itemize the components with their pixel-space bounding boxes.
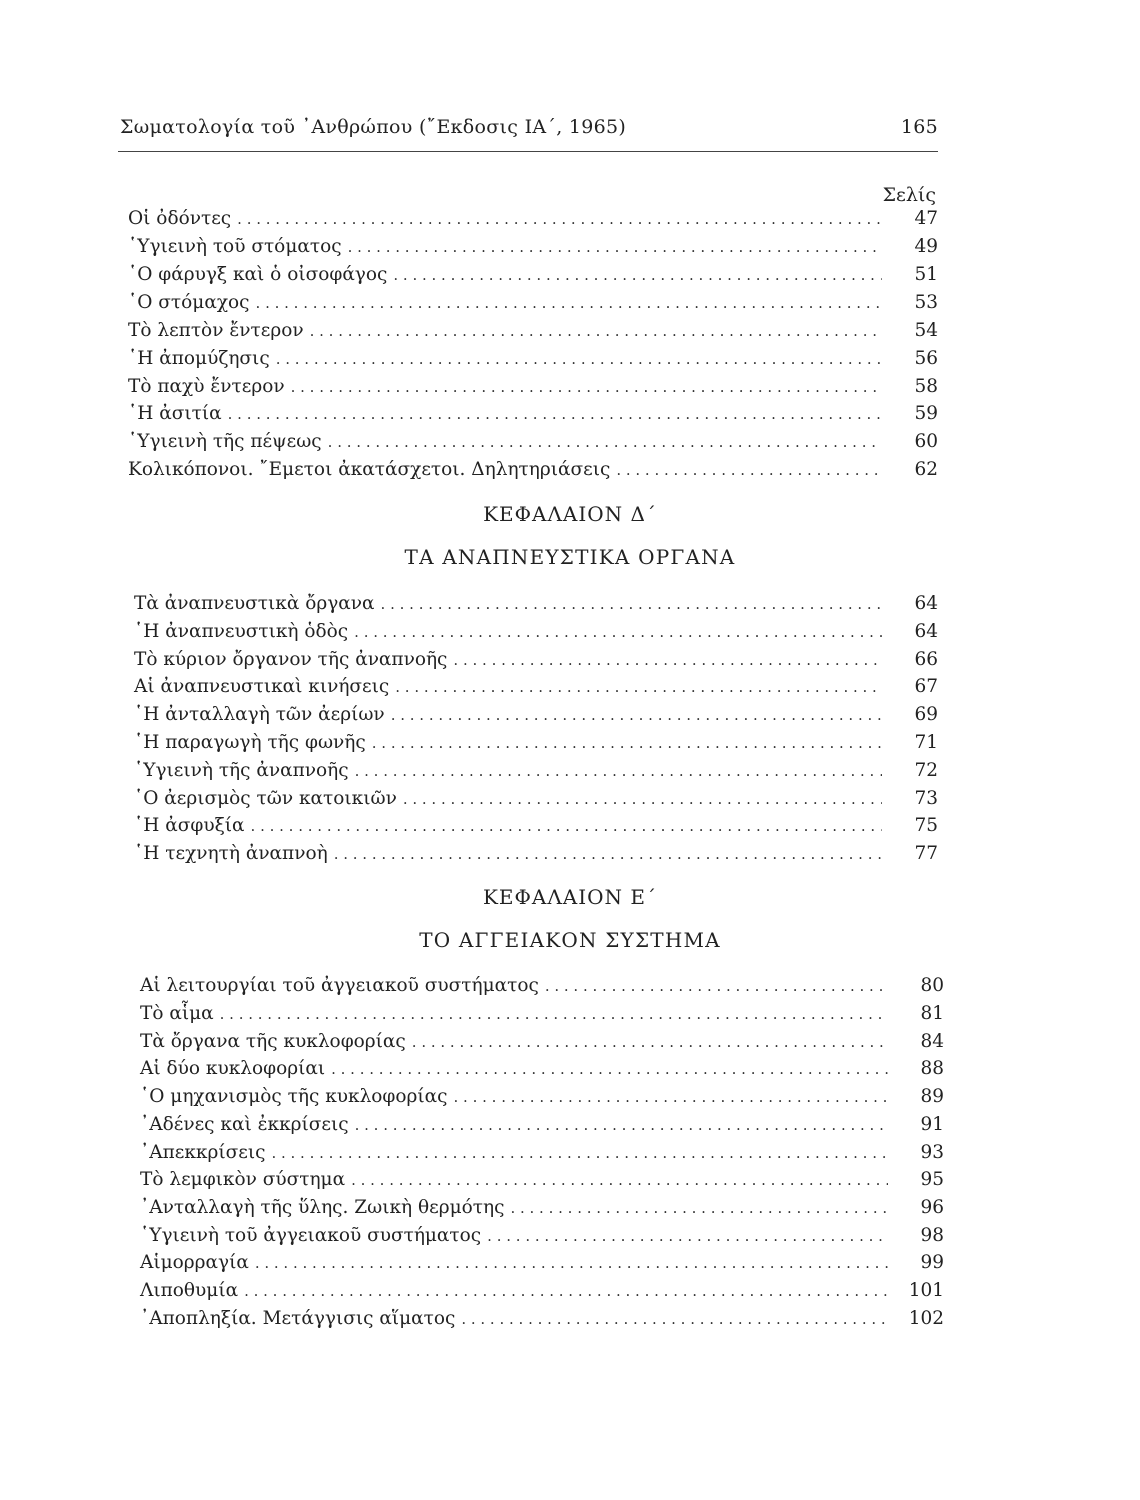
leader-dots <box>291 373 882 401</box>
toc-entry-page: 64 <box>914 593 938 614</box>
toc-entry-page: 69 <box>914 704 938 725</box>
toc-entry <box>140 1305 944 1333</box>
leader-dots <box>310 317 882 345</box>
toc-entry <box>134 785 938 813</box>
running-title: Σωματολογία τοῦ ᾿Ανθρώπου (῎Εκδοσις ΙΑ΄, 1965) <box>120 116 627 138</box>
page-column-header: Σελίς <box>882 184 936 206</box>
toc-entry-page: 64 <box>914 621 938 642</box>
toc-entry-title: Αἱ ἀναπνευστικαὶ κινήσεις <box>134 676 390 697</box>
leader-dots <box>372 729 882 757</box>
toc-entry-page: 59 <box>914 403 938 424</box>
toc-entry-page: 81 <box>920 1003 944 1024</box>
toc-entry-title: ῾Ο φάρυγξ καὶ ὁ οἰσοφάγος <box>128 264 388 285</box>
leader-dots <box>255 1249 888 1277</box>
toc-entry <box>134 701 938 729</box>
toc-entry <box>128 400 938 428</box>
toc-entry <box>134 673 938 701</box>
toc-entry-title: ῾Η τεχνητὴ ἀναπνοὴ <box>134 843 328 864</box>
chapter-title: ΤΑ ΑΝΑΠΝΕΥΣΤΙΚΑ ΟΡΓΑΝΑ <box>404 545 736 569</box>
toc-entry <box>134 757 938 785</box>
toc-entry-page: 53 <box>914 292 938 313</box>
leader-dots <box>454 1083 888 1111</box>
leader-dots <box>354 618 882 646</box>
toc-entry <box>140 1222 944 1250</box>
toc-entry <box>134 840 938 868</box>
page-number: 165 <box>900 116 938 138</box>
toc-entry-page: 84 <box>920 1031 944 1052</box>
toc-entry-page: 60 <box>914 431 938 452</box>
toc-entry-page: 47 <box>914 208 938 229</box>
chapter-title: ΤΟ ΑΓΓΕΙΑΚΟΝ ΣΥΣΤΗΜΑ <box>419 928 721 952</box>
leader-dots <box>510 1194 888 1222</box>
leader-dots <box>453 646 882 674</box>
toc-entry <box>140 1194 944 1222</box>
toc-entry <box>128 456 938 484</box>
toc-entry-page: 99 <box>920 1252 944 1273</box>
toc-entry <box>128 317 938 345</box>
toc-entry-title: ᾿Αδένες καὶ ἐκκρίσεις <box>140 1114 349 1135</box>
toc-entry-title: Τὰ ἀναπνευστικὰ ὄργανα <box>134 593 375 614</box>
toc-entry <box>128 289 938 317</box>
toc-entry <box>140 1028 944 1056</box>
leader-dots <box>328 428 882 456</box>
leader-dots <box>271 1139 888 1167</box>
leader-dots <box>348 233 882 261</box>
toc-entry <box>140 1277 944 1305</box>
leader-dots <box>381 590 882 618</box>
leader-dots <box>228 400 882 428</box>
chapter-label: ΚΕΦΑΛΑΙΟΝ Ε΄ <box>482 885 658 909</box>
toc-entry-title: Τὸ κύριον ὄργανον τῆς ἀναπνοῆς <box>134 649 448 670</box>
toc-entry-page: 77 <box>914 843 938 864</box>
toc-entry <box>128 205 938 233</box>
toc-entry-page: 71 <box>914 732 938 753</box>
toc-entry-title: ῾Η παραγωγὴ τῆς φωνῆς <box>134 732 366 753</box>
toc-entry-page: 67 <box>914 676 938 697</box>
leader-dots <box>461 1305 888 1333</box>
toc-entry-title: Αἱ δύο κυκλοφορίαι <box>140 1058 326 1079</box>
toc-entry <box>140 1111 944 1139</box>
toc-entry-title: Τὸ αἷμα <box>140 1003 214 1024</box>
toc-entry-title: Κολικόπονοι. ῎Εμετοι ἀκατάσχετοι. Δηλητηριάσεις <box>128 459 611 480</box>
toc-entry-page: 96 <box>920 1197 944 1218</box>
toc-entry-page: 58 <box>914 376 938 397</box>
toc-entry-title: ῾Η ἀπομύζησις <box>128 348 270 369</box>
toc-entry-page: 54 <box>914 320 938 341</box>
toc-entry-page: 73 <box>914 788 938 809</box>
leader-dots <box>391 701 882 729</box>
leader-dots <box>331 1055 888 1083</box>
toc-entry-title: ῾Η ἀσφυξία <box>134 815 245 836</box>
toc-entry-page: 75 <box>914 815 938 836</box>
toc-entry-title: Αἱ λειτουργίαι τοῦ ἀγγειακοῦ συστήματος <box>140 975 539 996</box>
leader-dots <box>393 261 882 289</box>
toc-entry-page: 93 <box>920 1142 944 1163</box>
toc-entry <box>134 590 938 618</box>
toc-entry <box>140 1055 944 1083</box>
toc-entry-page: 91 <box>920 1114 944 1135</box>
toc-entry-title: Τὸ παχὺ ἔντερον <box>128 376 285 397</box>
toc-entry <box>128 373 938 401</box>
toc-entry <box>134 618 938 646</box>
toc-entry-page: 98 <box>920 1225 944 1246</box>
toc-entry <box>140 972 944 1000</box>
toc-entry-title: ῾Υγιεινὴ τοῦ στόματος <box>128 236 342 257</box>
toc-entry-title: ῾Υγιεινὴ τῆς ἀναπνοῆς <box>134 760 349 781</box>
leader-dots <box>237 205 882 233</box>
toc-entry <box>134 812 938 840</box>
toc-entry <box>128 233 938 261</box>
leader-dots <box>276 345 882 373</box>
leader-dots <box>412 1028 888 1056</box>
toc-entry-page: 62 <box>914 459 938 480</box>
toc-entry-page: 95 <box>920 1169 944 1190</box>
toc-entry-page: 89 <box>920 1086 944 1107</box>
toc-entry <box>134 646 938 674</box>
toc-entry-title: ῾Ο ἀερισμὸς τῶν κατοικιῶν <box>134 788 397 809</box>
leader-dots <box>351 1166 888 1194</box>
toc-entry <box>128 345 938 373</box>
leader-dots <box>355 757 882 785</box>
toc-entry-title: Τὰ ὄργανα τῆς κυκλοφορίας <box>140 1031 406 1052</box>
toc-entry-title: ᾿Απεκκρίσεις <box>140 1142 266 1163</box>
header-rule <box>118 151 938 152</box>
toc-entry <box>128 428 938 456</box>
toc-entry-title: Τὸ λεμφικὸν σύστημα <box>140 1169 346 1190</box>
toc-entry-page: 66 <box>914 649 938 670</box>
toc-entry-title: Τὸ λεπτὸν ἔντερον <box>128 320 304 341</box>
toc-entry-title: ᾿Αποπληξία. Μετάγγισις αἵματος <box>140 1308 456 1329</box>
leader-dots <box>244 1277 888 1305</box>
toc-entry <box>134 729 938 757</box>
toc-entry <box>128 261 938 289</box>
toc-entry <box>140 1083 944 1111</box>
toc-entry-title: ῾Υγιεινὴ τοῦ ἀγγειακοῦ συστήματος <box>140 1225 482 1246</box>
leader-dots <box>355 1111 888 1139</box>
toc-entry-page: 56 <box>914 348 938 369</box>
leader-dots <box>220 1000 888 1028</box>
toc-entry-title: ῾Η ἀναπνευστικὴ ὁδὸς <box>134 621 349 642</box>
toc-entry-page: 80 <box>920 975 944 996</box>
chapter-label: ΚΕΦΑΛΑΙΟΝ Δ΄ <box>483 502 657 526</box>
leader-dots <box>334 840 882 868</box>
toc-entry-title: Αἱμορραγία <box>140 1252 249 1273</box>
leader-dots <box>545 972 888 1000</box>
leader-dots <box>403 785 882 813</box>
toc-entry-page: 51 <box>914 264 938 285</box>
toc-entry-title: ᾿Ανταλλαγὴ τῆς ὕλης. Ζωικὴ θερμότης <box>140 1197 505 1218</box>
toc-entry <box>140 1000 944 1028</box>
toc-entry-page: 49 <box>914 236 938 257</box>
toc-entry-title: ῾Ο μηχανισμὸς τῆς κυκλοφορίας <box>140 1086 448 1107</box>
leader-dots <box>487 1222 888 1250</box>
running-header <box>120 116 938 138</box>
toc-entry-page: 102 <box>908 1308 944 1329</box>
toc-entry-title: Οἱ ὀδόντες <box>128 208 232 229</box>
toc-entry <box>140 1166 944 1194</box>
leader-dots <box>251 812 882 840</box>
toc-entry-title: ῾Η ἀνταλλαγὴ τῶν ἀερίων <box>134 704 385 725</box>
toc-entry-page: 101 <box>908 1280 944 1301</box>
toc-entry-title: ῾Ο στόμαχος <box>128 292 250 313</box>
leader-dots <box>256 289 882 317</box>
toc-entry <box>140 1249 944 1277</box>
toc-entry <box>140 1139 944 1167</box>
toc-entry-page: 72 <box>914 760 938 781</box>
toc-entry-title: ῾Η ἀσιτία <box>128 403 222 424</box>
toc-entry-page: 88 <box>920 1058 944 1079</box>
toc-entry-title: ῾Υγιεινὴ τῆς πέψεως <box>128 431 322 452</box>
toc-entry-title: Λιποθυμία <box>140 1280 239 1301</box>
leader-dots <box>616 456 882 484</box>
leader-dots <box>395 673 882 701</box>
